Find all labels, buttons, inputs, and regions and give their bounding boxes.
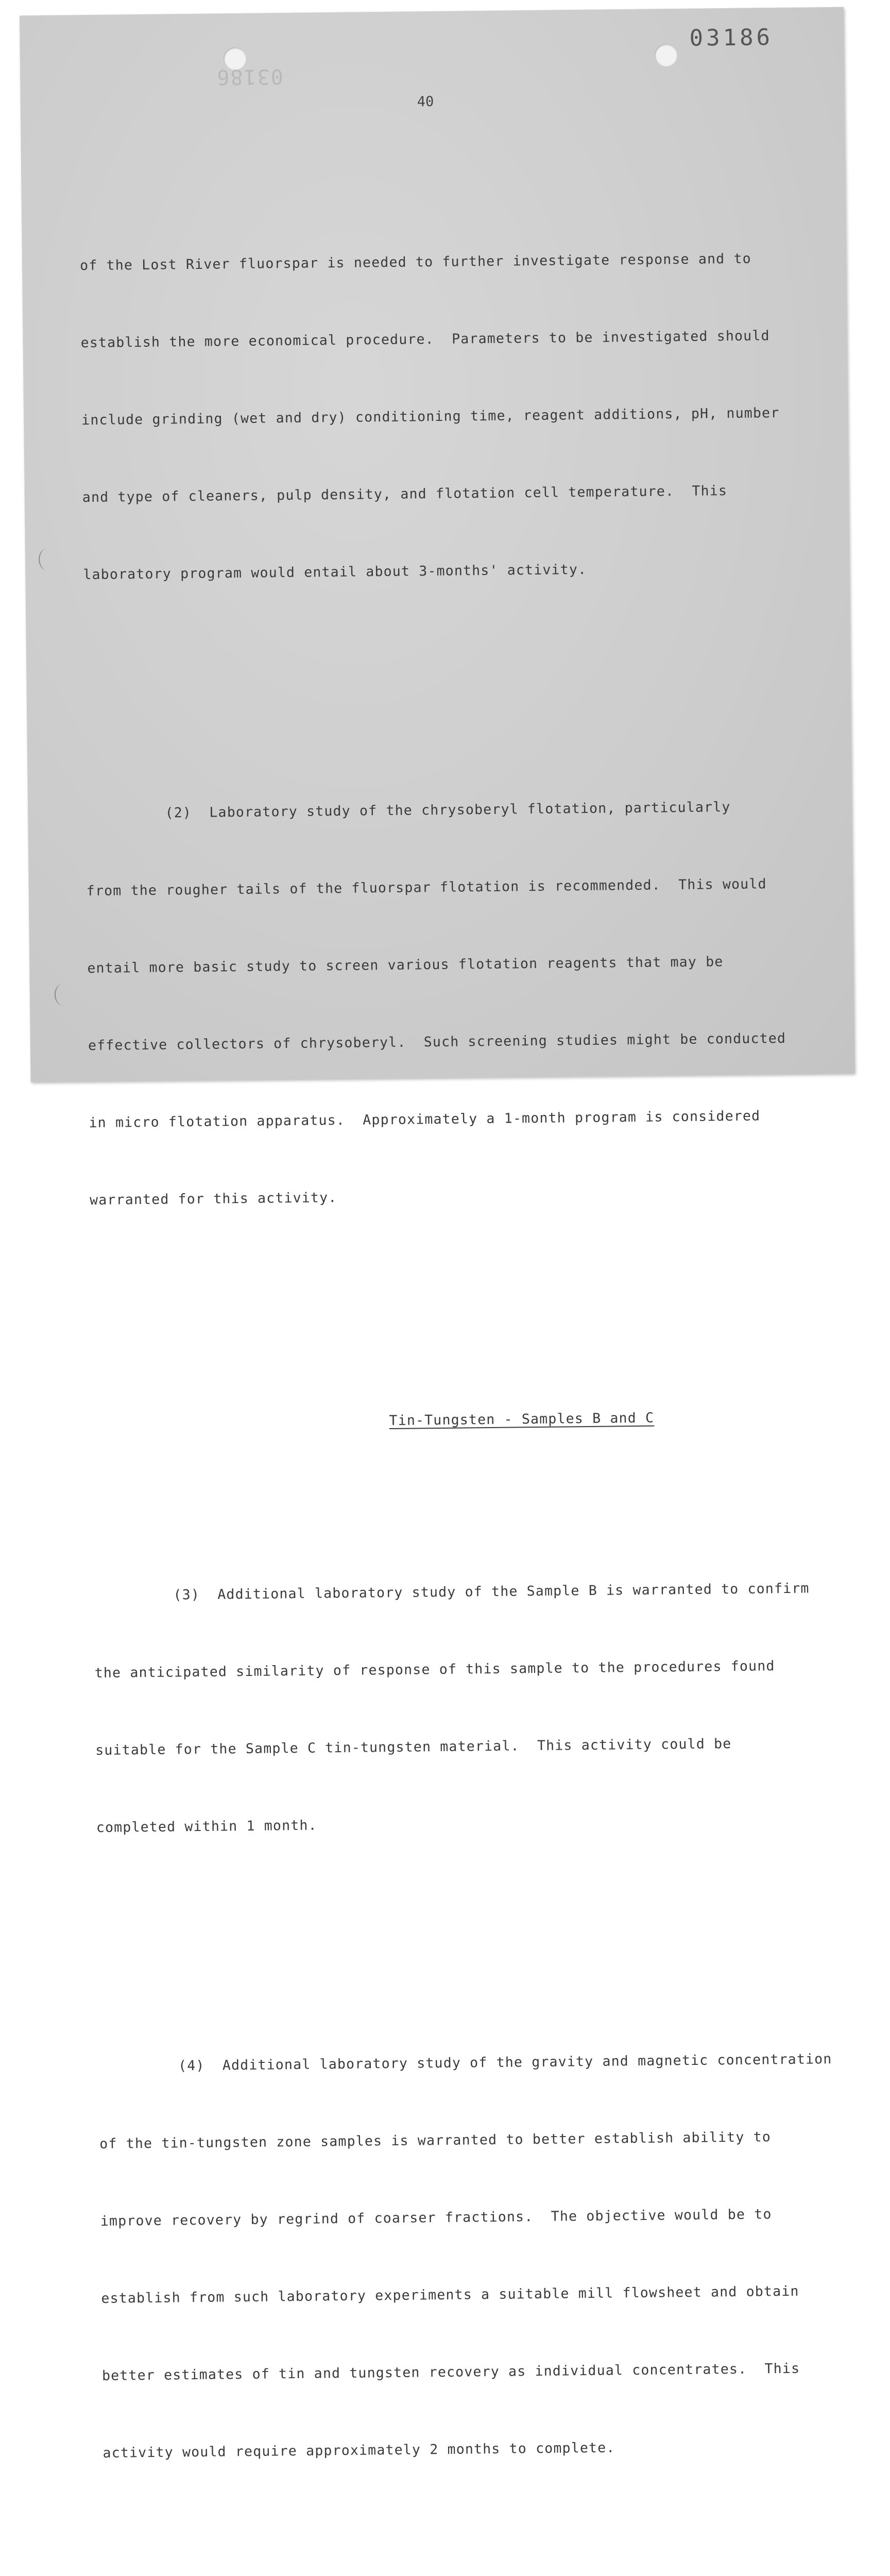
text-line: laboratory program would entail about 3-months' activity. bbox=[83, 561, 587, 583]
paragraph-2 bbox=[85, 742, 832, 1265]
text-line: establish the more economical procedure. Parameters to be investigated should bbox=[80, 328, 770, 351]
text-line: completed within 1 month. bbox=[96, 1817, 317, 1836]
margin-mark bbox=[55, 984, 71, 1005]
paragraph-3 bbox=[93, 1524, 838, 1892]
text-line: (4) Additional laboratory study of the gravity and magnetic concentration bbox=[98, 2051, 832, 2075]
text-line: (3) Additional laboratory study of the Sample B is warranted to confirm bbox=[94, 1580, 810, 1604]
document-page bbox=[20, 7, 855, 2461]
document-number: 03186 bbox=[689, 24, 774, 52]
text-line: of the Lost River fluorspar is needed to further investigate response and to bbox=[79, 250, 751, 274]
text-line: entail more basic study to screen various flotation reagents that may be bbox=[87, 954, 724, 977]
text-line: warranted for this activity. bbox=[89, 1190, 337, 1209]
text-line: effective collectors of chrysoberyl. Such screening studies might be conducted bbox=[88, 1030, 786, 1054]
section-heading bbox=[92, 1378, 833, 1429]
text-line: and type of cleaners, pulp density, and flotation cell temperature. This bbox=[82, 483, 728, 506]
text-line: the anticipated similarity of response of this sample to the procedures found bbox=[94, 1658, 775, 1682]
text-line: activity would require approximately 2 months to complete. bbox=[102, 2439, 615, 2461]
punch-hole bbox=[655, 44, 677, 66]
text-line: improve recovery by regrind of coarser fractions. The objective would be to bbox=[100, 2206, 772, 2229]
section-heading-text: Tin-Tungsten - Samples B and C bbox=[389, 1410, 655, 1429]
text-line: establish from such laboratory experiments a suitable mill flowsheet and obtain bbox=[101, 2283, 799, 2307]
page-number: 40 bbox=[417, 93, 434, 110]
text-line: suitable for the Sample C tin-tungsten material. This activity could be bbox=[95, 1736, 732, 1759]
bleed-through-stamp: 03186 bbox=[216, 64, 283, 89]
paragraph-4 bbox=[98, 1995, 845, 2518]
text-line: better estimates of tin and tungsten recovery as individual concentrates. This bbox=[101, 2360, 800, 2384]
text-line: include grinding (wet and dry) conditioning time, reagent additions, pH, number bbox=[81, 404, 780, 429]
paragraph-1 bbox=[79, 194, 826, 639]
text-line: in micro flotation apparatus. Approximately a 1-month program is considered bbox=[89, 1108, 761, 1131]
text-line: (2) Laboratory study of the chrysoberyl flotation, particularly bbox=[85, 799, 731, 822]
margin-mark bbox=[39, 549, 55, 570]
body-text bbox=[79, 142, 855, 2576]
text-line: of the tin-tungsten zone samples is warranted to better establish ability to bbox=[99, 2129, 772, 2152]
text-line: from the rougher tails of the fluorspar flotation is recommended. This would bbox=[86, 876, 767, 900]
